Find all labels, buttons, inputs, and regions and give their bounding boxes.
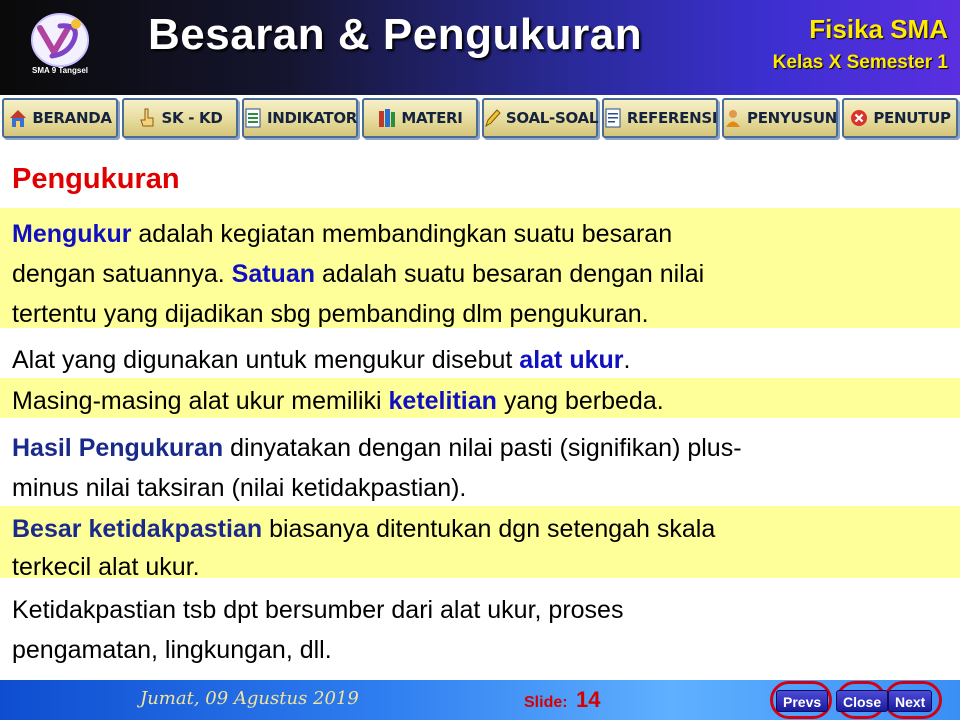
next-button[interactable]: Next — [888, 690, 932, 712]
prev-button[interactable]: Prevs — [776, 690, 828, 712]
slide-title: Besaran & Pengukuran — [148, 10, 643, 59]
books-icon — [377, 106, 397, 130]
term-hasil-pengukuran: Hasil Pengukuran — [12, 434, 224, 462]
class-info-label: Kelas X Semester 1 — [772, 52, 948, 73]
nav-penyusun-button[interactable] — [722, 98, 838, 138]
nav-label: BERANDA — [32, 109, 112, 127]
subject-label: Fisika SMA — [809, 14, 948, 44]
slide-footer — [0, 680, 960, 720]
navigation-bar — [0, 95, 960, 143]
term-ketelitian: ketelitian — [388, 387, 497, 415]
nav-label: MATERI — [401, 109, 463, 127]
paragraph-sumber-ketidakpastian: Ketidakpastian tsb dpt bersumber dari alat ukur, proses pengamatan, lingkungan, dll. — [12, 596, 624, 664]
paragraph-alat-ukur: Alat yang digunakan untuk mengukur disebut alat ukur. — [12, 346, 631, 374]
document-icon — [603, 106, 623, 130]
person-icon — [723, 106, 743, 130]
slide-header — [0, 0, 960, 95]
pencil-icon — [482, 106, 502, 130]
nav-beranda-button[interactable] — [2, 98, 118, 138]
close-circle-icon — [849, 106, 869, 130]
nav-label: PENUTUP — [873, 109, 951, 127]
close-button[interactable]: Close — [836, 690, 888, 712]
term-mengukur: Mengukur — [12, 220, 132, 248]
nav-penutup-button[interactable] — [842, 98, 958, 138]
nav-referensi-button[interactable] — [602, 98, 718, 138]
nav-sk-kd-button[interactable] — [122, 98, 238, 138]
nav-label: PENYUSUN — [747, 109, 837, 127]
paragraph-ketelitian: Masing-masing alat ukur memiliki ketelitian yang berbeda. — [12, 387, 664, 415]
slide-number: 14 — [576, 687, 601, 712]
nav-indikator-button[interactable] — [242, 98, 358, 138]
slide-number-label: Slide: — [524, 694, 568, 711]
nav-soal-soal-button[interactable] — [482, 98, 598, 138]
slide-date: Jumat, 09 Agustus 2019 — [140, 688, 359, 709]
term-alat-ukur: alat ukur — [519, 346, 624, 374]
hand-pointer-icon — [137, 106, 157, 130]
paragraph-hasil-pengukuran: Hasil Pengukuran dinyatakan dengan nilai pasti (signifikan) plus- minus nilai taksiran (nilai ketidakpastian). — [12, 434, 742, 502]
nav-materi-button[interactable] — [362, 98, 478, 138]
nav-label: REFERENSI — [626, 109, 718, 127]
nav-label: INDIKATOR — [266, 109, 358, 127]
nav-label: SOAL-SOAL — [505, 109, 599, 127]
term-satuan: Satuan — [231, 260, 315, 288]
school-logo — [10, 6, 110, 90]
section-heading: Pengukuran — [12, 163, 180, 195]
logo-caption: SMA 9 Tangsel — [31, 66, 88, 75]
paragraph-definition: Mengukur adalah kegiatan membandingkan suatu besaran dengan satuannya. Satuan adalah suatu besaran dengan nilai tertentu yang dijadikan sbg pembanding dlm pengukuran. — [12, 220, 705, 328]
checklist-icon — [243, 106, 263, 130]
term-besar-ketidakpastian: Besar ketidakpastian — [12, 515, 263, 543]
nav-label: SK - KD — [161, 109, 223, 127]
home-icon — [8, 106, 28, 130]
paragraph-ketidakpastian: Besar ketidakpastian biasanya ditentukan dgn setengah skala terkecil alat ukur. — [12, 515, 716, 581]
